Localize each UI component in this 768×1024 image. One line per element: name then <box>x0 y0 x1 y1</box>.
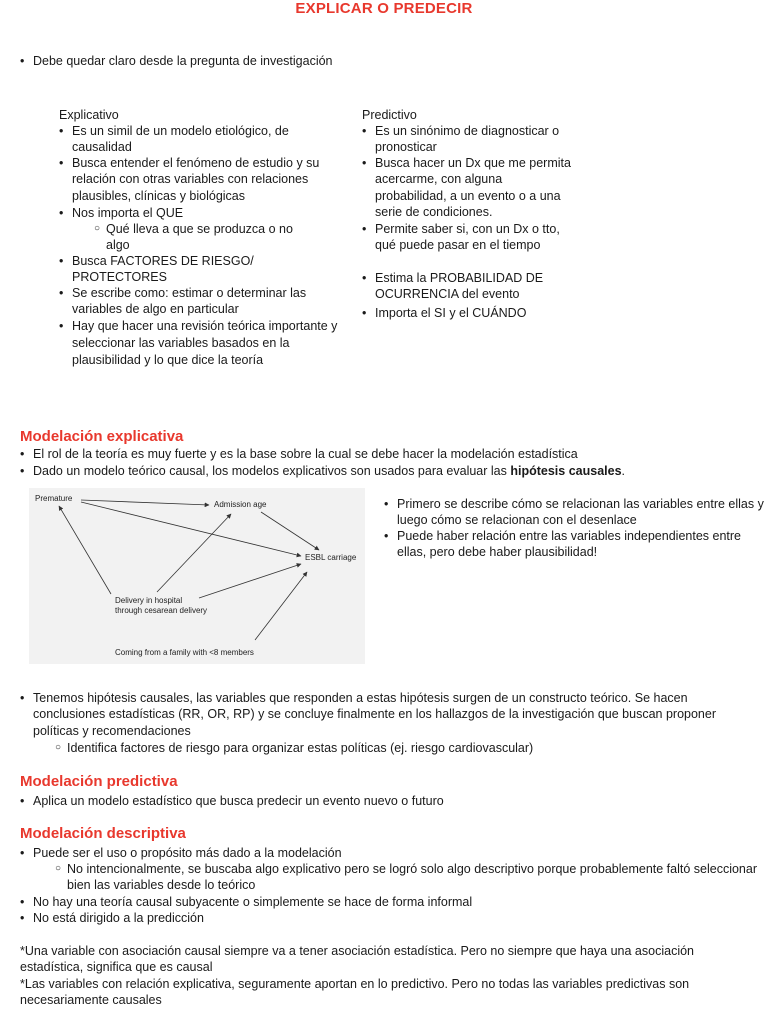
bullet-dot: • <box>20 691 25 705</box>
diagram-note-text: Puede haber relación entre las variables independientes entre ellas, pero debe haber plausibilidad! <box>397 529 741 560</box>
causal-paragraph-text: Tenemos hipótesis causales, las variables que responden a estas hipótesis surgen de un constructo teórico. Se hacen conclusiones estadísticas (RR, OR, RP) y se concluye finalmente en los hallazgos de la investigación que buscan proponer políticas y recomendaciones <box>33 691 717 738</box>
bullet-dot: • <box>20 794 25 808</box>
node-admission-age: Admission age <box>214 500 267 509</box>
diagram-note-text: Primero se describe cómo se relacionan las variables entre ellas y luego cómo se relacionan con el desenlace <box>397 497 764 528</box>
bullet-dot: • <box>59 286 64 300</box>
arrow-premature-to-esbl <box>81 502 301 556</box>
explicativo-item <box>59 253 292 286</box>
node-delivery-line1: Delivery in hospital <box>115 596 183 605</box>
intro-bullet <box>20 53 733 69</box>
explicativo-item-text: Busca FACTORES DE RIESGO/ PROTECTORES <box>72 254 254 285</box>
explicativo-item-text: Se escribe como: estimar o determinar las variables de algo en particular <box>72 286 307 317</box>
arrow-premature-to-admission <box>81 500 209 505</box>
intro-bullet-text: Debe quedar claro desde la pregunta de investigación <box>33 54 333 68</box>
sub-bullet-circle: ○ <box>55 863 62 874</box>
bullet-dot: • <box>362 306 367 320</box>
node-premature: Premature <box>35 494 73 503</box>
bullet-text-prefix: Dado un modelo teórico causal, los modelos explicativos son usados para evaluar las <box>33 464 511 478</box>
bullet-dot: • <box>20 895 25 909</box>
explicativo-item <box>59 318 342 369</box>
node-esbl-carriage: ESBL carriage <box>305 553 357 562</box>
modelacion-descriptiva-bullet-text: Puede ser el uso o propósito más dado a la modelación <box>33 846 342 860</box>
explicativo-subitem <box>94 221 316 254</box>
predictivo-item-text: Es un sinónimo de diagnosticar o pronosticar <box>375 124 560 155</box>
predictivo-item <box>362 270 575 303</box>
predictivo-item-text: Permite saber si, con un Dx o tto, qué puede pasar en el tiempo <box>375 222 560 253</box>
diagram-note <box>384 496 767 529</box>
modelacion-descriptiva-bullet <box>20 910 753 926</box>
modelacion-descriptiva-subitem-text: No intencionalmente, se buscaba algo explicativo pero se logró solo algo descriptivo porque probablemente faltó seleccionar bien las variables desde lo teórico <box>67 862 758 893</box>
arrow-delivery-to-premature <box>59 506 111 594</box>
modelacion-explicativa-heading: Modelación explicativa <box>20 428 184 445</box>
predictivo-item <box>362 123 575 156</box>
predictivo-item-text: Estima la PROBABILIDAD DE OCURRENCIA del evento <box>375 271 544 302</box>
modelacion-descriptiva-bullet-text: No hay una teoría causal subyacente o simplemente se hace de forma informal <box>33 895 473 909</box>
predictivo-item-text: Importa el SI y el CUÁNDO <box>375 306 527 320</box>
bullet-dot: • <box>20 54 25 68</box>
arrow-delivery-to-admission <box>157 514 231 592</box>
bullet-dot: • <box>59 124 64 138</box>
bullet-dot: • <box>362 156 367 170</box>
diagram-note <box>384 528 767 561</box>
bullet-dot: • <box>384 529 389 543</box>
causal-paragraph <box>20 690 758 739</box>
predictivo-item <box>362 221 560 254</box>
bullet-dot: • <box>59 206 64 220</box>
bullet-dot: • <box>59 319 64 333</box>
predictivo-item <box>362 155 575 220</box>
explicativo-item <box>59 205 342 221</box>
bullet-dot: • <box>20 464 25 478</box>
sub-bullet-circle: ○ <box>94 223 101 234</box>
bullet-dot: • <box>362 124 367 138</box>
arrow-delivery-to-esbl <box>199 564 301 598</box>
modelacion-descriptiva-subitem <box>55 861 758 894</box>
modelacion-predictiva-bullet <box>20 793 753 809</box>
causal-diagram-arrows <box>29 488 365 664</box>
bullet-dot: • <box>20 846 25 860</box>
sub-bullet-circle: ○ <box>55 742 62 753</box>
explicativo-item <box>59 285 342 318</box>
arrow-family-to-esbl <box>255 572 307 640</box>
page-title: EXPLICAR O PREDECIR <box>295 0 473 17</box>
modelacion-predictiva-heading: Modelación predictiva <box>20 773 178 790</box>
causal-diagram <box>29 488 365 664</box>
node-family: Coming from a family with <8 members <box>115 648 254 657</box>
modelacion-descriptiva-bullet-text: No está dirigido a la predicción <box>33 911 204 925</box>
predictivo-item-text: Busca hacer un Dx que me permita acercarme, con alguna probabilidad, a un evento o a una serie de condiciones. <box>375 156 571 219</box>
bullet-dot: • <box>20 447 25 461</box>
node-delivery-line2: through cesarean delivery <box>115 606 208 615</box>
bullet-text-bold: hipótesis causales <box>510 464 622 478</box>
causal-subitem <box>55 740 757 756</box>
modelacion-explicativa-bullet <box>20 446 753 462</box>
explicativo-subitem-text: Qué lleva a que se produzca o no algo <box>106 222 293 253</box>
predictivo-item <box>362 305 575 321</box>
bullet-dot: • <box>384 497 389 511</box>
modelacion-explicativa-bullet-text: El rol de la teoría es muy fuerte y es la base sobre la cual se debe hacer la modelación estadística <box>33 447 578 461</box>
causal-subitem-text: Identifica factores de riesgo para organizar estas políticas (ej. riesgo cardiovascular) <box>67 741 534 755</box>
explicativo-heading: Explicativo <box>59 108 119 122</box>
bullet-text-suffix: . <box>621 464 626 478</box>
modelacion-descriptiva-heading: Modelación descriptiva <box>20 825 186 842</box>
explicativo-item-text: Busca entender el fenómeno de estudio y su relación con otras variables con relaciones plausibles, clínicas y biológicas <box>72 156 320 203</box>
bullet-dot: • <box>362 222 367 236</box>
bullet-dot: • <box>20 911 25 925</box>
bullet-dot: • <box>362 271 367 285</box>
explicativo-item-text: Hay que hacer una revisión teórica importante y seleccionar las variables basados en la plausibilidad y lo que dice la teoría <box>72 319 338 367</box>
modelacion-explicativa-bullet <box>20 463 753 479</box>
footnote: *Una variable con asociación causal siempre va a tener asociación estadística. Pero no siempre que haya una asociación estadística, significa que es causal <box>20 944 694 975</box>
modelacion-predictiva-bullet-text: Aplica un modelo estadístico que busca predecir un evento nuevo o futuro <box>33 794 444 808</box>
explicativo-item-text: Es un simil de un modelo etiológico, de causalidad <box>72 124 289 155</box>
explicativo-item <box>59 123 342 156</box>
bullet-dot: • <box>59 254 64 268</box>
footnote: *Las variables con relación explicativa, seguramente aportan en lo predictivo. Pero no todas las variables predictivas son necesariamente causales <box>20 977 690 1008</box>
bullet-dot: • <box>59 156 64 170</box>
modelacion-descriptiva-bullet <box>20 845 753 861</box>
explicativo-item-text: Nos importa el QUE <box>72 206 184 220</box>
arrow-admission-to-esbl <box>261 512 319 550</box>
modelacion-descriptiva-bullet <box>20 894 753 910</box>
explicativo-item <box>59 155 342 204</box>
predictivo-heading: Predictivo <box>362 108 417 122</box>
